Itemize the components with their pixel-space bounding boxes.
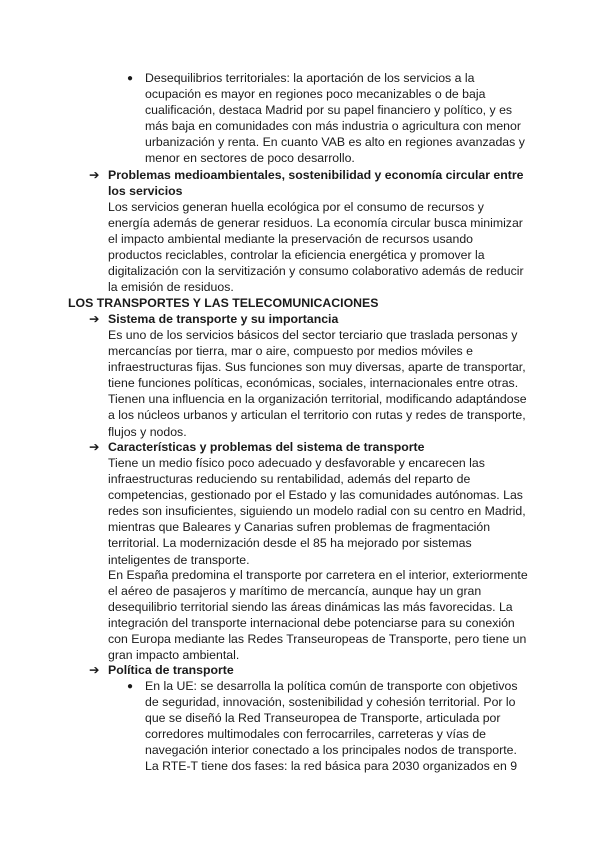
para-medioambientales: Los servicios generan huella ecológica por el consumo de recursos y energía además de generar residuos. La economía circular busca minimizar el impacto ambiental mediante la preservación de recursos usando productos reciclables, controlar la eficiencia energética y promover la digitalización con la servitización y consumo colaborativo además de reducir la emisión de residuos. bbox=[108, 200, 524, 295]
para-caracteristicas-1: Tiene un medio físico poco adecuado y desfavorable y encarecen las infraestructuras reduciendo su rentabilidad, además del reparto de competencias, gestionado por el Estado y las comunidades autónomas. Las redes son insuficientes, siguiendo un modelo radial con su centro en Madrid, mientras que Baleares y Canarias sufren problemas de fragmentación territorial. La modernización desde el 85 ha mejorado por sistemas inteligentes de transporte. bbox=[108, 456, 526, 567]
arrow-icon: ➔ bbox=[89, 312, 100, 326]
bullet-dot-icon: ● bbox=[127, 73, 134, 84]
para-caracteristicas-2: En España predomina el transporte por carretera en el interior, exteriormente el aéreo de pasajeros y marítimo de mercancía, aunque hay un gran desequilibrio territorial siendo las áreas dinámicas las más favorecidas. La integración del transporte internacional debe potenciarse para su conexión con Europa mediante las Redes Transeuropeas de Transporte, pero tiene un gran impacto ambiental. bbox=[108, 568, 528, 663]
heading-importancia: Sistema de transporte y su importancia bbox=[108, 312, 339, 326]
heading-medioambientales: Problemas medioambientales, sostenibilidad y economía circular entre los servicios bbox=[108, 168, 524, 199]
arrow-icon: ➔ bbox=[89, 168, 100, 182]
bullet-dot-icon: ● bbox=[127, 681, 134, 692]
arrow-icon: ➔ bbox=[89, 663, 100, 677]
bullet-ue: En la UE: se desarrolla la política común de transporte con objetivos de seguridad, innovación, sostenibilidad y cohesión territorial. Por lo que se diseñó la Red Transeuropea de Transporte, articulada por corredores multimodales con ferrocarriles, carreteras y vías de navegación interior conectado a los principales nodos de transporte. La RTE-T tiene dos fases: la red básica para 2030 organizados en 9 bbox=[145, 679, 518, 774]
arrow-icon: ➔ bbox=[89, 440, 100, 454]
heading-politica: Política de transporte bbox=[108, 663, 234, 677]
section-title-transportes: LOS TRANSPORTES Y LAS TELECOMUNICACIONES bbox=[68, 296, 379, 310]
heading-caracteristicas: Características y problemas del sistema de transporte bbox=[108, 440, 425, 454]
para-importancia: Es uno de los servicios básicos del sector terciario que traslada personas y mercancías por tierra, mar o aire, compuesto por medios móviles e infraestructuras fijas. Sus funciones son muy diversas, aparte de transportar, tiene funciones políticas, económicas, sociales, internacionales entre otras. Tienen una influencia en la organización territorial, modificando adaptándose a los núcleos urbanos y articulan el territorio con rutas y redes de transporte, flujos y nodos. bbox=[108, 328, 527, 439]
bullet-desequilibrios: Desequilibrios territoriales: la aportación de los servicios a la ocupación es mayor en regiones poco mecanizables o de baja cualificación, destaca Madrid por su papel financiero y político, y es más baja en comunidades con más industria o agricultura con menor urbanización y renta. En cuanto VAB es alto en regiones avanzadas y menor en sectores de poco desarrollo. bbox=[145, 71, 525, 166]
